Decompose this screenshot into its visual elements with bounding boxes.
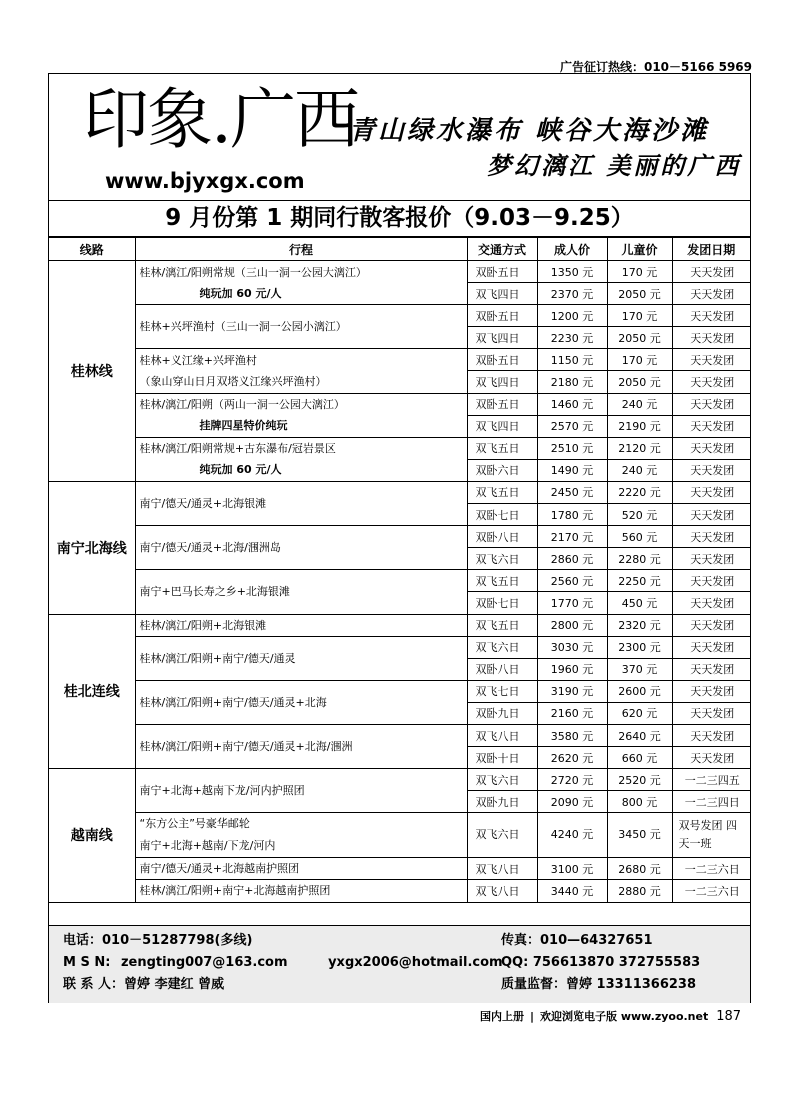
transport-mode: 双卧六日 (467, 459, 537, 481)
transport-mode: 双飞八日 (467, 880, 537, 902)
transport-mode: 双卧十日 (467, 747, 537, 769)
departure-schedule: 天天发团 (672, 636, 750, 658)
departure-schedule: 天天发团 (672, 548, 750, 570)
transport-mode: 双飞八日 (467, 724, 537, 746)
departure-schedule: 天天发团 (672, 702, 750, 724)
adult-price: 2510 元 (537, 437, 607, 459)
itinerary-cell (135, 305, 467, 349)
itinerary-cell (135, 614, 467, 636)
adult-price: 2560 元 (537, 570, 607, 592)
msn-label: M S N: (63, 955, 111, 970)
child-price: 560 元 (607, 526, 672, 548)
itinerary-line: 桂林+兴坪渔村（三山一洞一公园小漓江） (139, 320, 347, 334)
transport-mode: 双飞七日 (467, 680, 537, 702)
child-price: 2250 元 (607, 570, 672, 592)
itinerary-cell (135, 680, 467, 724)
departure-schedule: 一二三六日 (672, 858, 750, 880)
child-price: 240 元 (607, 393, 672, 415)
child-price: 370 元 (607, 658, 672, 680)
itinerary-line: 桂林/漓江/阳朔常规+古东瀑布/冠岩景区 (139, 442, 336, 456)
adult-price: 1200 元 (537, 305, 607, 327)
contact-panel (49, 925, 750, 1003)
departure-schedule: 天天发团 (672, 305, 750, 327)
table-row (49, 724, 750, 746)
departure-schedule: 天天发团 (672, 283, 750, 305)
adult-price: 2800 元 (537, 614, 607, 636)
departure-schedule: 天天发团 (672, 327, 750, 349)
transport-mode: 双飞六日 (467, 636, 537, 658)
transport-mode: 双飞五日 (467, 570, 537, 592)
departure-schedule: 天天发团 (672, 747, 750, 769)
adult-price: 2180 元 (537, 371, 607, 393)
col-header-departure: 发团日期 (672, 238, 750, 261)
adult-price: 2450 元 (537, 481, 607, 503)
departure-schedule: 双号发团 四天一班 (672, 813, 750, 858)
table-row (49, 636, 750, 658)
transport-mode: 双飞五日 (467, 437, 537, 459)
itinerary-line: （象山穿山日月双塔义江缘兴坪渔村） (139, 374, 327, 388)
child-price: 2520 元 (607, 769, 672, 791)
adult-price: 1350 元 (537, 261, 607, 283)
contact-fax: 传真：010—64327651 (501, 933, 653, 948)
itinerary-line: 纯玩加 60 元/人 (199, 286, 282, 300)
adult-price: 2570 元 (537, 415, 607, 437)
table-row (49, 614, 750, 636)
child-price: 2640 元 (607, 724, 672, 746)
child-price: 240 元 (607, 459, 672, 481)
child-price: 2880 元 (607, 880, 672, 902)
itinerary-cell (135, 880, 467, 902)
departure-schedule: 一二三四日 (672, 791, 750, 813)
page-title: 9 月份第 1 期同行散客报价（9.03－9.25） (49, 200, 750, 237)
child-price: 2220 元 (607, 481, 672, 503)
table-row (49, 858, 750, 880)
itinerary-cell (135, 393, 467, 437)
itinerary-line: 桂林/漓江/阳朔+南宁/德天/通灵+北海 (139, 695, 327, 709)
departure-schedule: 天天发团 (672, 658, 750, 680)
route-name: 南宁北海线 (49, 481, 135, 614)
adult-price: 1960 元 (537, 658, 607, 680)
adult-price: 1460 元 (537, 393, 607, 415)
contact-msn (63, 953, 503, 973)
departure-schedule: 天天发团 (672, 592, 750, 614)
child-price: 520 元 (607, 504, 672, 526)
itinerary-line: “东方公主”号豪华邮轮 (139, 817, 250, 831)
transport-mode: 双飞六日 (467, 813, 537, 858)
child-price: 3450 元 (607, 813, 672, 858)
itinerary-cell (135, 813, 467, 858)
departure-schedule: 天天发团 (672, 459, 750, 481)
itinerary-line: 挂牌四星特价纯玩 (199, 419, 288, 433)
transport-mode: 双卧九日 (467, 702, 537, 724)
col-header-adult-price: 成人价 (537, 238, 607, 261)
itinerary-cell (135, 724, 467, 768)
table-row (49, 305, 750, 327)
adult-price: 3100 元 (537, 858, 607, 880)
transport-mode: 双卧五日 (467, 393, 537, 415)
itinerary-line: 南宁+北海+越南下龙/河内护照团 (139, 784, 305, 798)
adult-price: 2860 元 (537, 548, 607, 570)
table-row (49, 261, 750, 283)
transport-mode: 双卧八日 (467, 658, 537, 680)
itinerary-cell (135, 349, 467, 393)
transport-mode: 双卧五日 (467, 305, 537, 327)
adult-price: 2170 元 (537, 526, 607, 548)
footer-site[interactable]: 欢迎浏览电子版 www.zyoo.net (540, 1010, 709, 1023)
child-price: 2050 元 (607, 327, 672, 349)
transport-mode: 双飞四日 (467, 415, 537, 437)
brand-logo: 印象.广西 (83, 81, 358, 158)
departure-schedule: 一二三四五 (672, 769, 750, 791)
departure-schedule: 天天发团 (672, 526, 750, 548)
itinerary-cell (135, 526, 467, 570)
col-header-transport: 交通方式 (467, 238, 537, 261)
adult-price: 2160 元 (537, 702, 607, 724)
adult-price: 2620 元 (537, 747, 607, 769)
itinerary-line: 桂林/漓江/阳朔+南宁/德天/通灵+北海/涠洲 (139, 740, 353, 754)
child-price: 2600 元 (607, 680, 672, 702)
ad-hotline: 广告征订热线：010－5166 5969 (559, 60, 752, 74)
transport-mode: 双飞六日 (467, 769, 537, 791)
col-header-route: 线路 (49, 238, 135, 261)
itinerary-line: 南宁+巴马长寿之乡+北海银滩 (139, 585, 290, 599)
child-price: 2680 元 (607, 858, 672, 880)
transport-mode: 双卧七日 (467, 592, 537, 614)
child-price: 2050 元 (607, 371, 672, 393)
website-url[interactable]: www.bjyxgx.com (105, 169, 305, 193)
adult-price: 1770 元 (537, 592, 607, 614)
header-banner (49, 74, 750, 201)
table-row (49, 680, 750, 702)
adult-price: 2230 元 (537, 327, 607, 349)
price-table (49, 237, 750, 903)
itinerary-line: 南宁/德天/通灵+北海/涠洲岛 (139, 541, 281, 555)
child-price: 620 元 (607, 702, 672, 724)
transport-mode: 双卧八日 (467, 526, 537, 548)
table-header-row (49, 238, 750, 261)
adult-price: 3580 元 (537, 724, 607, 746)
departure-schedule: 天天发团 (672, 349, 750, 371)
transport-mode: 双飞四日 (467, 283, 537, 305)
adult-price: 1780 元 (537, 504, 607, 526)
contact-people: 联 系 人：曾婷 李建红 曾威 (63, 977, 225, 992)
adult-price: 4240 元 (537, 813, 607, 858)
itinerary-cell (135, 481, 467, 525)
page-footer: 国内上册 | 欢迎浏览电子版 www.zyoo.net 187 (480, 1009, 742, 1024)
contact-qq: QQ: 756613870 372755583 (501, 955, 701, 970)
child-price: 170 元 (607, 349, 672, 371)
route-name: 越南线 (49, 769, 135, 902)
adult-price: 3440 元 (537, 880, 607, 902)
child-price: 2280 元 (607, 548, 672, 570)
adult-price: 2370 元 (537, 283, 607, 305)
transport-mode: 双飞四日 (467, 327, 537, 349)
adult-price: 3030 元 (537, 636, 607, 658)
transport-mode: 双飞五日 (467, 481, 537, 503)
child-price: 450 元 (607, 592, 672, 614)
departure-schedule: 天天发团 (672, 724, 750, 746)
itinerary-cell (135, 261, 467, 305)
col-header-itinerary: 行程 (135, 238, 467, 261)
itinerary-line: 南宁/德天/通灵+北海越南护照团 (139, 862, 300, 876)
route-name: 桂林线 (49, 261, 135, 482)
child-price: 800 元 (607, 791, 672, 813)
departure-schedule: 一二三六日 (672, 880, 750, 902)
child-price: 2300 元 (607, 636, 672, 658)
msn-email-1[interactable]: zengting007@163.com (120, 955, 288, 970)
contact-phone: 电话：010－51287798(多线) (63, 933, 253, 948)
itinerary-line: 纯玩加 60 元/人 (199, 463, 282, 477)
table-row (49, 393, 750, 415)
msn-email-2[interactable]: yxgx2006@hotmail.com (328, 955, 503, 970)
table-body (49, 261, 750, 903)
adult-price: 3190 元 (537, 680, 607, 702)
departure-schedule: 天天发团 (672, 415, 750, 437)
transport-mode: 双卧九日 (467, 791, 537, 813)
transport-mode: 双飞五日 (467, 614, 537, 636)
transport-mode: 双飞四日 (467, 371, 537, 393)
quality-supervision: 质量监督：曾婷 13311366238 (501, 977, 697, 992)
page-number: 187 (716, 1009, 742, 1024)
adult-price: 2090 元 (537, 791, 607, 813)
table-row (49, 813, 750, 858)
table-row (49, 570, 750, 592)
adult-price: 1150 元 (537, 349, 607, 371)
itinerary-cell (135, 437, 467, 481)
adult-price: 1490 元 (537, 459, 607, 481)
table-row (49, 437, 750, 459)
slogan-line-1: 青山绿水瀑布 峡谷大海沙滩 (349, 116, 710, 146)
child-price: 2050 元 (607, 283, 672, 305)
child-price: 2120 元 (607, 437, 672, 459)
itinerary-line: 桂林/漓江/阳朔+南宁/德天/通灵 (139, 651, 296, 665)
itinerary-cell (135, 769, 467, 813)
adult-price: 2720 元 (537, 769, 607, 791)
child-price: 2190 元 (607, 415, 672, 437)
departure-schedule: 天天发团 (672, 481, 750, 503)
itinerary-line: 桂林+义江缘+兴坪渔村 (139, 353, 257, 367)
itinerary-line: 南宁+北海+越南/下龙/河内 (139, 839, 276, 853)
child-price: 660 元 (607, 747, 672, 769)
departure-schedule: 天天发团 (672, 614, 750, 636)
col-header-child-price: 儿童价 (607, 238, 672, 261)
slogan-line-2: 梦幻漓江 美丽的广西 (487, 151, 742, 180)
itinerary-line: 桂林/漓江/阳朔（两山一洞一公园大漓江） (139, 398, 345, 412)
child-price: 2320 元 (607, 614, 672, 636)
transport-mode: 双卧五日 (467, 349, 537, 371)
departure-schedule: 天天发团 (672, 371, 750, 393)
departure-schedule: 天天发团 (672, 437, 750, 459)
departure-schedule: 天天发团 (672, 393, 750, 415)
footer-section: 国内上册 (480, 1010, 524, 1023)
itinerary-line: 桂林/漓江/阳朔+北海银滩 (139, 618, 267, 632)
transport-mode: 双飞六日 (467, 548, 537, 570)
table-row (49, 769, 750, 791)
itinerary-line: 桂林/漓江/阳朔+南宁+北海越南护照团 (139, 884, 331, 898)
transport-mode: 双飞八日 (467, 858, 537, 880)
itinerary-line: 南宁/德天/通灵+北海银滩 (139, 497, 267, 511)
itinerary-cell (135, 570, 467, 614)
departure-schedule: 天天发团 (672, 570, 750, 592)
departure-schedule: 天天发团 (672, 504, 750, 526)
table-row (49, 349, 750, 371)
transport-mode: 双卧五日 (467, 261, 537, 283)
departure-schedule: 天天发团 (672, 261, 750, 283)
table-row (49, 481, 750, 503)
child-price: 170 元 (607, 305, 672, 327)
table-row (49, 880, 750, 902)
departure-schedule: 天天发团 (672, 680, 750, 702)
itinerary-cell (135, 858, 467, 880)
table-row (49, 526, 750, 548)
itinerary-cell (135, 636, 467, 680)
route-name: 桂北连线 (49, 614, 135, 769)
child-price: 170 元 (607, 261, 672, 283)
itinerary-line: 桂林/漓江/阳朔常规（三山一洞一公园大漓江） (139, 265, 367, 279)
price-sheet (48, 73, 751, 1003)
transport-mode: 双卧七日 (467, 504, 537, 526)
